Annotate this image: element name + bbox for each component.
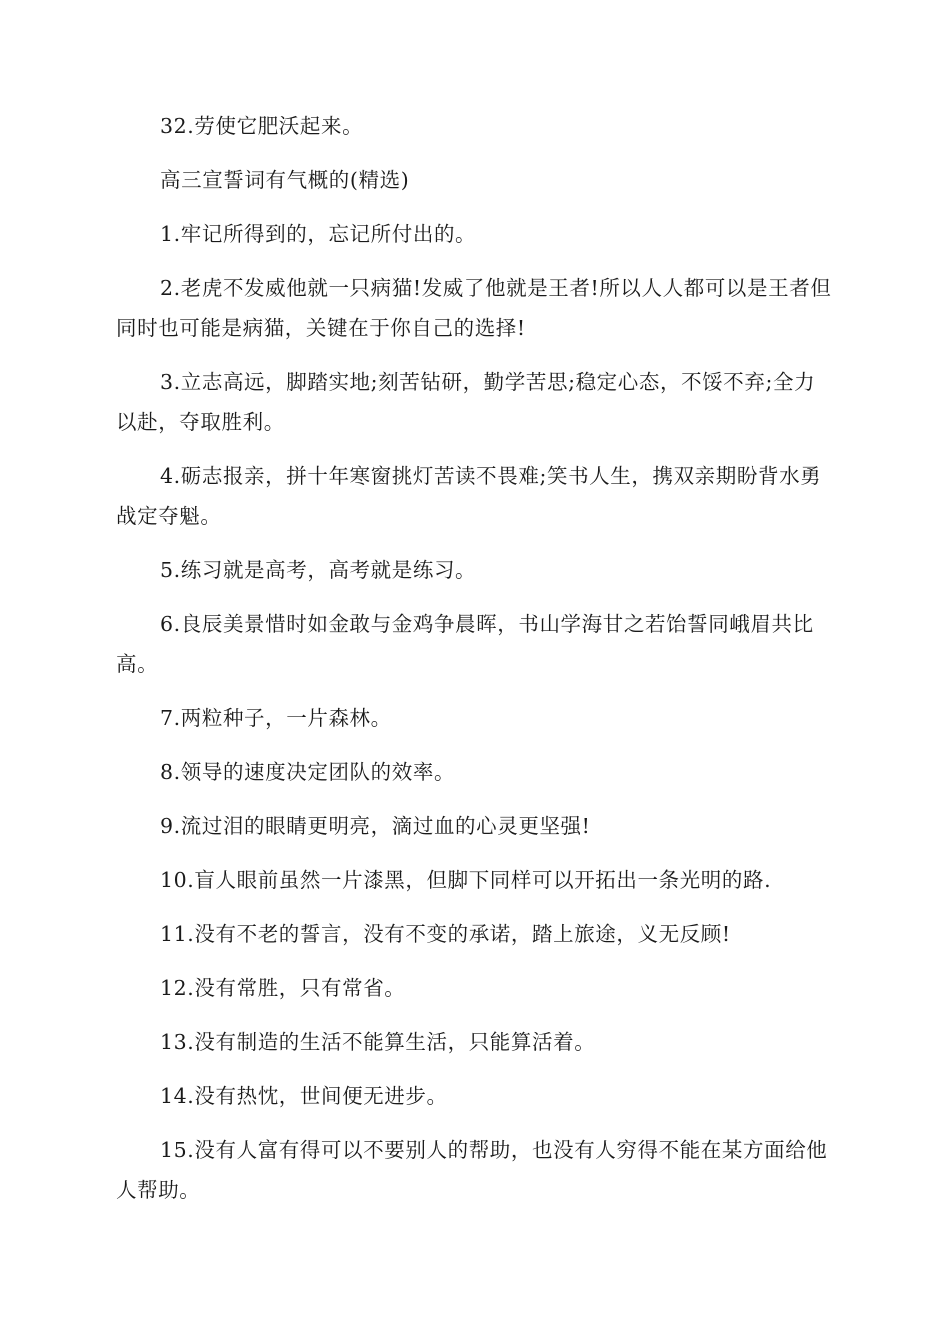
paragraph-11: 11.没有不老的誓言，没有不变的承诺，踏上旅途，义无反顾! bbox=[160, 922, 731, 946]
paragraph-1: 1.牢记所得到的，忘记所付出的。 bbox=[160, 222, 477, 246]
paragraph-4: 4.砺志报亲，拼十年寒窗挑灯苦读不畏难;笑书人生，携双亲期盼背水勇战定夺魁。 bbox=[116, 464, 822, 528]
paragraph-6: 6.良辰美景惜时如金敢与金鸡争晨晖，书山学海甘之若饴誓同峨眉共比高。 bbox=[116, 612, 814, 676]
document-body bbox=[116, 106, 836, 1224]
paragraph-12: 12.没有常胜，只有常省。 bbox=[160, 976, 406, 1000]
paragraph-5: 5.练习就是高考，高考就是练习。 bbox=[160, 558, 477, 582]
paragraph-3: 3.立志高远，脚踏实地;刻苦钻研，勤学苦思;稳定心态，不馁不弃;全力以赴，夺取胜利。 bbox=[116, 370, 816, 434]
paragraph-13: 13.没有制造的生活不能算生活，只能算活着。 bbox=[160, 1030, 596, 1054]
paragraph-32: 32.劳使它肥沃起来。 bbox=[160, 114, 364, 138]
paragraph-2: 2.老虎不发威他就一只病猫!发威了他就是王者!所以人人都可以是王者但同时也可能是病猫，关键在于你自己的选择! bbox=[116, 276, 832, 340]
paragraph-9: 9.流过泪的眼睛更明亮，滴过血的心灵更坚强! bbox=[160, 814, 591, 838]
paragraph-7: 7.两粒种子，一片森林。 bbox=[160, 706, 392, 730]
paragraph-8: 8.领导的速度决定团队的效率。 bbox=[160, 760, 456, 784]
paragraph-15: 15.没有人富有得可以不要别人的帮助，也没有人穷得不能在某方面给他人帮助。 bbox=[116, 1138, 828, 1202]
paragraph-14: 14.没有热忱，世间便无进步。 bbox=[160, 1084, 448, 1108]
paragraph-10: 10.盲人眼前虽然一片漆黑，但脚下同样可以开拓出一条光明的路. bbox=[160, 868, 772, 892]
section-heading: 高三宣誓词有气概的(精选) bbox=[160, 168, 410, 192]
